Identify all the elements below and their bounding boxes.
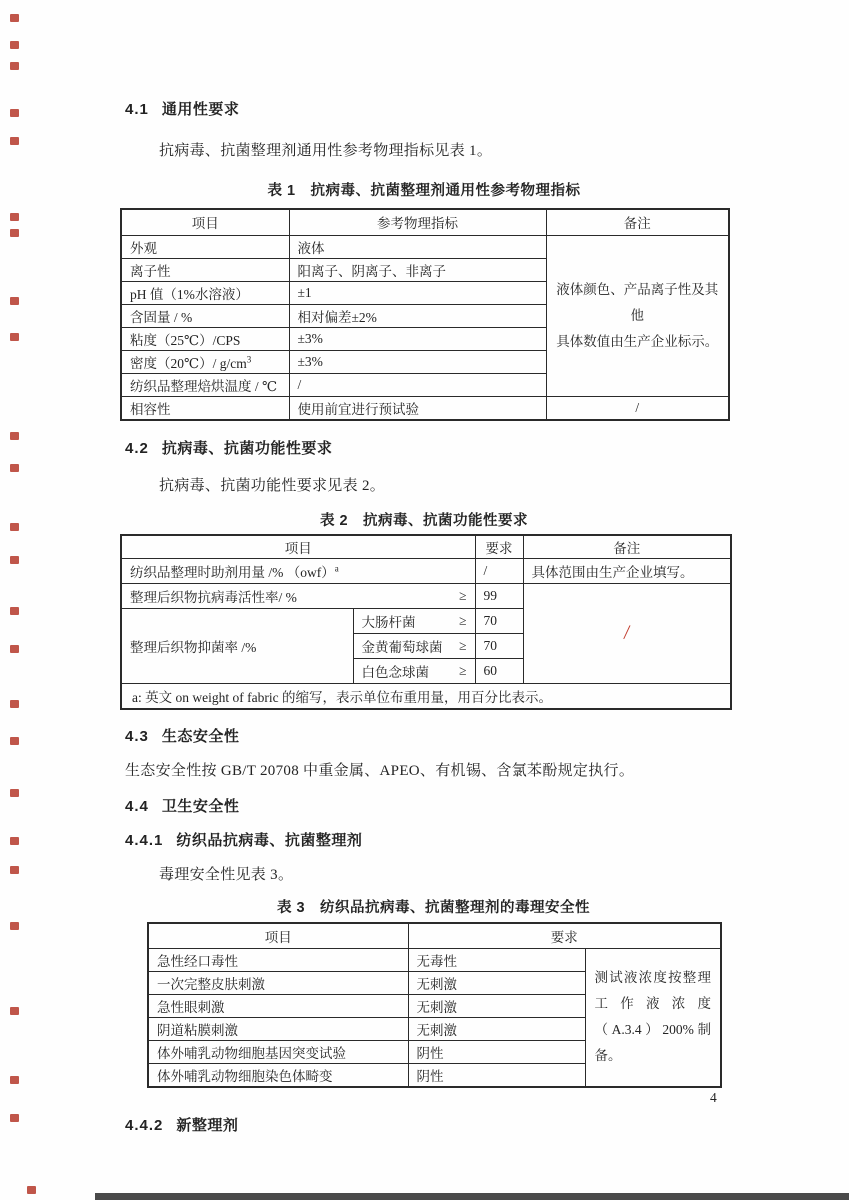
table-row: [121, 535, 731, 559]
t2-remark: 具体范围由生产企业填写。: [523, 559, 731, 584]
table-row: [121, 396, 729, 420]
red-mark: [10, 137, 19, 145]
red-mark: [10, 41, 19, 49]
t1-header-value: 参考物理指标: [289, 209, 546, 235]
section-heading-4-4: [125, 795, 849, 816]
section-heading-4-4-1: [125, 829, 849, 850]
section-title: 纺织品抗病毒、抗菌整理剂: [176, 832, 363, 849]
t2-organism: 金黄葡萄球菌 ≥: [353, 634, 475, 659]
gte-symbol: ≥: [459, 638, 467, 653]
t2-req: 70: [475, 609, 523, 634]
t1-item: 纺织品整理焙烘温度 / ℃: [121, 373, 289, 396]
red-mark: [10, 432, 19, 440]
gte-symbol: ≥: [459, 613, 467, 628]
superscript: a: [334, 563, 339, 574]
superscript: 3: [246, 354, 252, 364]
t1-item: 密度（20℃）/ $g/cm^3$: [121, 350, 289, 373]
red-mark: [10, 737, 19, 745]
table-row: [121, 235, 729, 258]
t1-item: 粘度（25℃）/CPS: [121, 327, 289, 350]
paragraph-4-3: 生态安全性按 GB/T 20708 中重金属、APEO、有机锡、含氯苯酚规定执行。: [125, 763, 635, 779]
t3-item: 体外哺乳动物细胞染色体畸变: [148, 1063, 408, 1087]
scan-artifact-bottom-bar: [95, 1193, 849, 1200]
t1-item: pH 值（1%水溶液）: [121, 281, 289, 304]
table-row: [121, 684, 731, 710]
t2-item-dosage: 纺织品整理时助剂用量 /% （owf）$^a$: [121, 559, 475, 584]
t3-value: 阴性: [408, 1040, 585, 1063]
t1-value: ±3%: [289, 350, 546, 373]
t3-value: 无刺激: [408, 994, 585, 1017]
t2-req: 70: [475, 634, 523, 659]
red-mark: [10, 14, 19, 22]
section-heading-4-4-2: [125, 1114, 849, 1135]
t2-header-item: 项目: [121, 535, 475, 559]
t2-organism: 大肠杆菌 ≥: [353, 609, 475, 634]
table-1-caption: 表 1 抗病毒、抗菌整理剂通用性参考物理指标: [267, 183, 581, 199]
t1-remark-line: 具体数值由生产企业标示。: [556, 333, 719, 349]
red-mark: [10, 1076, 19, 1084]
red-mark: [10, 229, 19, 237]
t3-header-req: 要求: [408, 923, 721, 948]
red-mark: [10, 866, 19, 874]
section-title: 生态安全性: [161, 728, 240, 745]
t3-item: 急性经口毒性: [148, 948, 408, 971]
t1-merged-remark: [546, 235, 729, 396]
red-annotation-slash: /: [622, 619, 631, 645]
t3-item: 阴道粘膜刺激: [148, 1017, 408, 1040]
section-title: 卫生安全性: [161, 798, 240, 815]
t2-header-req: 要求: [475, 535, 523, 559]
paragraph-4-2: 抗病毒、抗菌功能性要求见表 2。: [159, 477, 386, 494]
red-mark: [10, 789, 19, 797]
table-2-caption: 表 2 抗病毒、抗菌功能性要求: [319, 512, 529, 529]
table-row: [148, 948, 721, 971]
t3-merged-remark: 测试液浓度按整理工作液浓度（A.3.4）200%制备。: [585, 948, 721, 1087]
red-mark: [10, 922, 19, 930]
t1-remark: /: [546, 396, 729, 420]
table-row: [121, 209, 729, 235]
t1-value: ±3%: [289, 327, 546, 350]
red-mark: [10, 556, 19, 564]
section-number: 4.3: [125, 728, 149, 745]
t1-remark-line: 液体颜色、产品离子性及其他: [556, 281, 719, 323]
t1-value: ±1: [289, 281, 546, 304]
section-number: 4.1: [125, 101, 149, 118]
red-mark: [10, 837, 19, 845]
table-3: [147, 922, 722, 1088]
section-number: 4.4.2: [125, 1116, 164, 1134]
t2-organism: 白色念球菌 ≥: [353, 659, 475, 684]
t2-header-remark: 备注: [523, 535, 731, 559]
section-title: 通用性要求: [161, 101, 240, 118]
paragraph-4-1: 抗病毒、抗菌整理剂通用性参考物理指标见表 1。: [159, 143, 493, 159]
red-mark: [10, 464, 19, 472]
section-heading-4-1: [125, 98, 849, 119]
table-row: [121, 584, 731, 609]
red-mark: [10, 700, 19, 708]
red-mark: [27, 1186, 36, 1194]
red-mark: [10, 109, 19, 117]
section-heading-4-3: [125, 725, 849, 746]
t2-req: 60: [475, 659, 523, 684]
t3-value: 阴性: [408, 1063, 585, 1087]
page-number: 4: [710, 1090, 717, 1105]
t3-item: 急性眼刺激: [148, 994, 408, 1017]
t2-footnote: a: 英文 on weight of fabric 的缩写，表示单位布重用量，用百分比表示。: [121, 684, 731, 710]
t1-item: 相容性: [121, 396, 289, 420]
t3-item: 一次完整皮肤刺激: [148, 971, 408, 994]
t1-header-item: 项目: [121, 209, 289, 235]
t1-value: 阳离子、阴离子、非离子: [289, 258, 546, 281]
section-number: 4.4: [125, 798, 149, 815]
red-mark: [10, 333, 19, 341]
t1-value: 相对偏差±2%: [289, 304, 546, 327]
t1-item: 外观: [121, 235, 289, 258]
t3-value: 无刺激: [408, 1017, 585, 1040]
t1-value: 液体: [289, 235, 546, 258]
section-number: 4.2: [125, 439, 149, 457]
gte-symbol: ≥: [459, 588, 467, 603]
table-row: [121, 559, 731, 584]
t2-item-antiviral: 整理后织物抗病毒活性率/ % ≥: [121, 584, 475, 609]
red-mark: [10, 1114, 19, 1122]
t2-item-antibacterial: 整理后织物抑菌率 /%: [121, 609, 353, 684]
red-mark: [10, 62, 19, 70]
t1-item: 含固量 / %: [121, 304, 289, 327]
section-title: 新整理剂: [176, 1116, 239, 1134]
section-heading-4-2: [125, 437, 849, 458]
t1-value: /: [289, 373, 546, 396]
red-mark: [10, 297, 19, 305]
t1-value: 使用前宜进行预试验: [289, 396, 546, 420]
t2-req: 99: [475, 584, 523, 609]
t3-header-item: 项目: [148, 923, 408, 948]
red-mark: [10, 213, 19, 221]
red-mark: [10, 523, 19, 531]
gte-symbol: ≥: [459, 663, 467, 678]
t2-merged-remark: [523, 584, 731, 684]
t3-item: 体外哺乳动物细胞基因突变试验: [148, 1040, 408, 1063]
red-mark: [10, 645, 19, 653]
section-title: 抗病毒、抗菌功能性要求: [161, 439, 333, 457]
t3-value: 无毒性: [408, 948, 585, 971]
t1-item: 离子性: [121, 258, 289, 281]
t1-header-remark: 备注: [546, 209, 729, 235]
red-mark: [10, 1007, 19, 1015]
section-number: 4.4.1: [125, 832, 164, 849]
t3-value: 无刺激: [408, 971, 585, 994]
table-3-caption: 表 3 纺织品抗病毒、抗菌整理剂的毒理安全性: [276, 900, 591, 916]
table-1: [120, 208, 730, 421]
paragraph-4-4-1: 毒理安全性见表 3。: [159, 867, 294, 883]
red-mark: [10, 607, 19, 615]
table-row: [148, 923, 721, 948]
t2-req: /: [475, 559, 523, 584]
table-2: [120, 534, 732, 711]
